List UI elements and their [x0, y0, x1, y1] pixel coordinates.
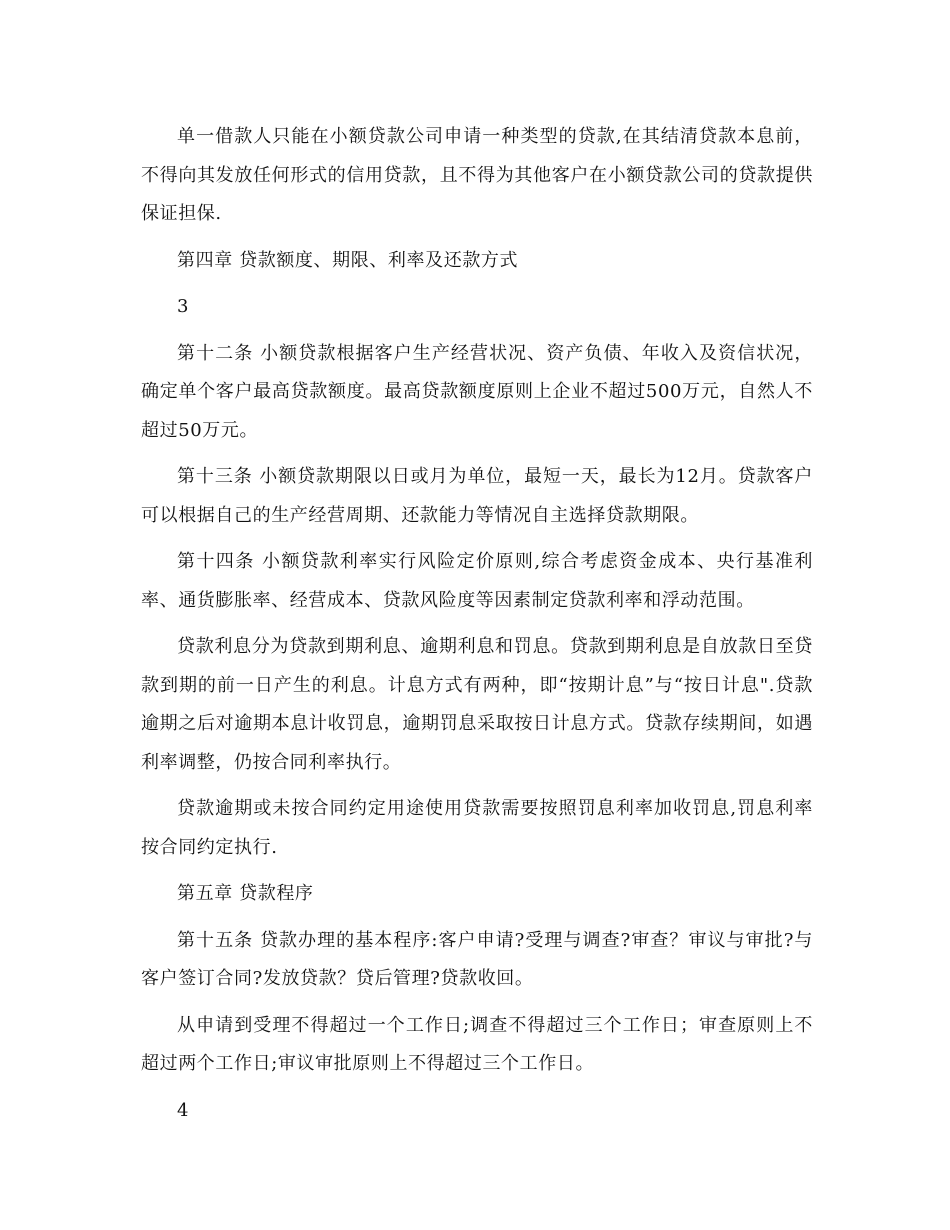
paragraph-penalty-interest: 贷款逾期或未按合同约定用途使用贷款需要按照罚息利率加收罚息,罚息利率按合同约定执行.: [141, 798, 813, 858]
page-number-4: 4: [177, 1099, 190, 1121]
document-body: [141, 118, 813, 1138]
page-number-3: 3: [177, 296, 190, 317]
chapter-five-heading: 第五章 贷款程序: [177, 883, 314, 904]
article-fourteen: 第十四条 小额贷款利率实行风险定价原则,综合考虑资金成本、央行基准利率、通货膨胀率、经营成本、贷款风险度等因素制定贷款利率和浮动范围。: [141, 551, 813, 611]
paragraph-processing-deadlines: 从申请到受理不得超过一个工作日;调查不得超过三个工作日；审查原则上不超过两个工作日;审议审批原则上不得超过三个工作日。: [141, 1014, 813, 1074]
chapter-four-heading: 第四章 贷款额度、期限、利率及还款方式: [177, 249, 519, 271]
article-twelve: 第十二条 小额贷款根据客户生产经营状况、资产负债、年收入及资信状况，确定单个客户最高贷款额度。最高贷款额度原则上企业不超过500万元，自然人不超过50万元。: [141, 342, 813, 441]
paragraph-borrower-restriction: 单一借款人只能在小额贷款公司申请一种类型的贷款,在其结清贷款本息前，不得向其发放任何形式的信用贷款，且不得为其他客户在小额贷款公司的贷款提供保证担保.: [141, 126, 813, 224]
paragraph-interest-types: 贷款利息分为贷款到期利息、逾期利息和罚息。贷款到期利息是自放款日至贷款到期的前一日产生的利息。计息方式有两种，即“按期计息”与“按日计息".贷款逾期之后对逾期本息计收罚息，逾期罚息采取按日计息方式。贷款存续期间，如遇利率调整，仍按合同利率执行。: [141, 636, 813, 773]
article-fifteen: 第十五条 贷款办理的基本程序:客户申请?受理与调查?审查？审议与审批?与客户签订合同?发放贷款？贷后管理?贷款收回。: [141, 929, 813, 989]
article-thirteen: 第十三条 小额贷款期限以日或月为单位，最短一天，最长为12月。贷款客户可以根据自己的生产经营周期、还款能力等情况自主选择贷款期限。: [141, 466, 813, 526]
